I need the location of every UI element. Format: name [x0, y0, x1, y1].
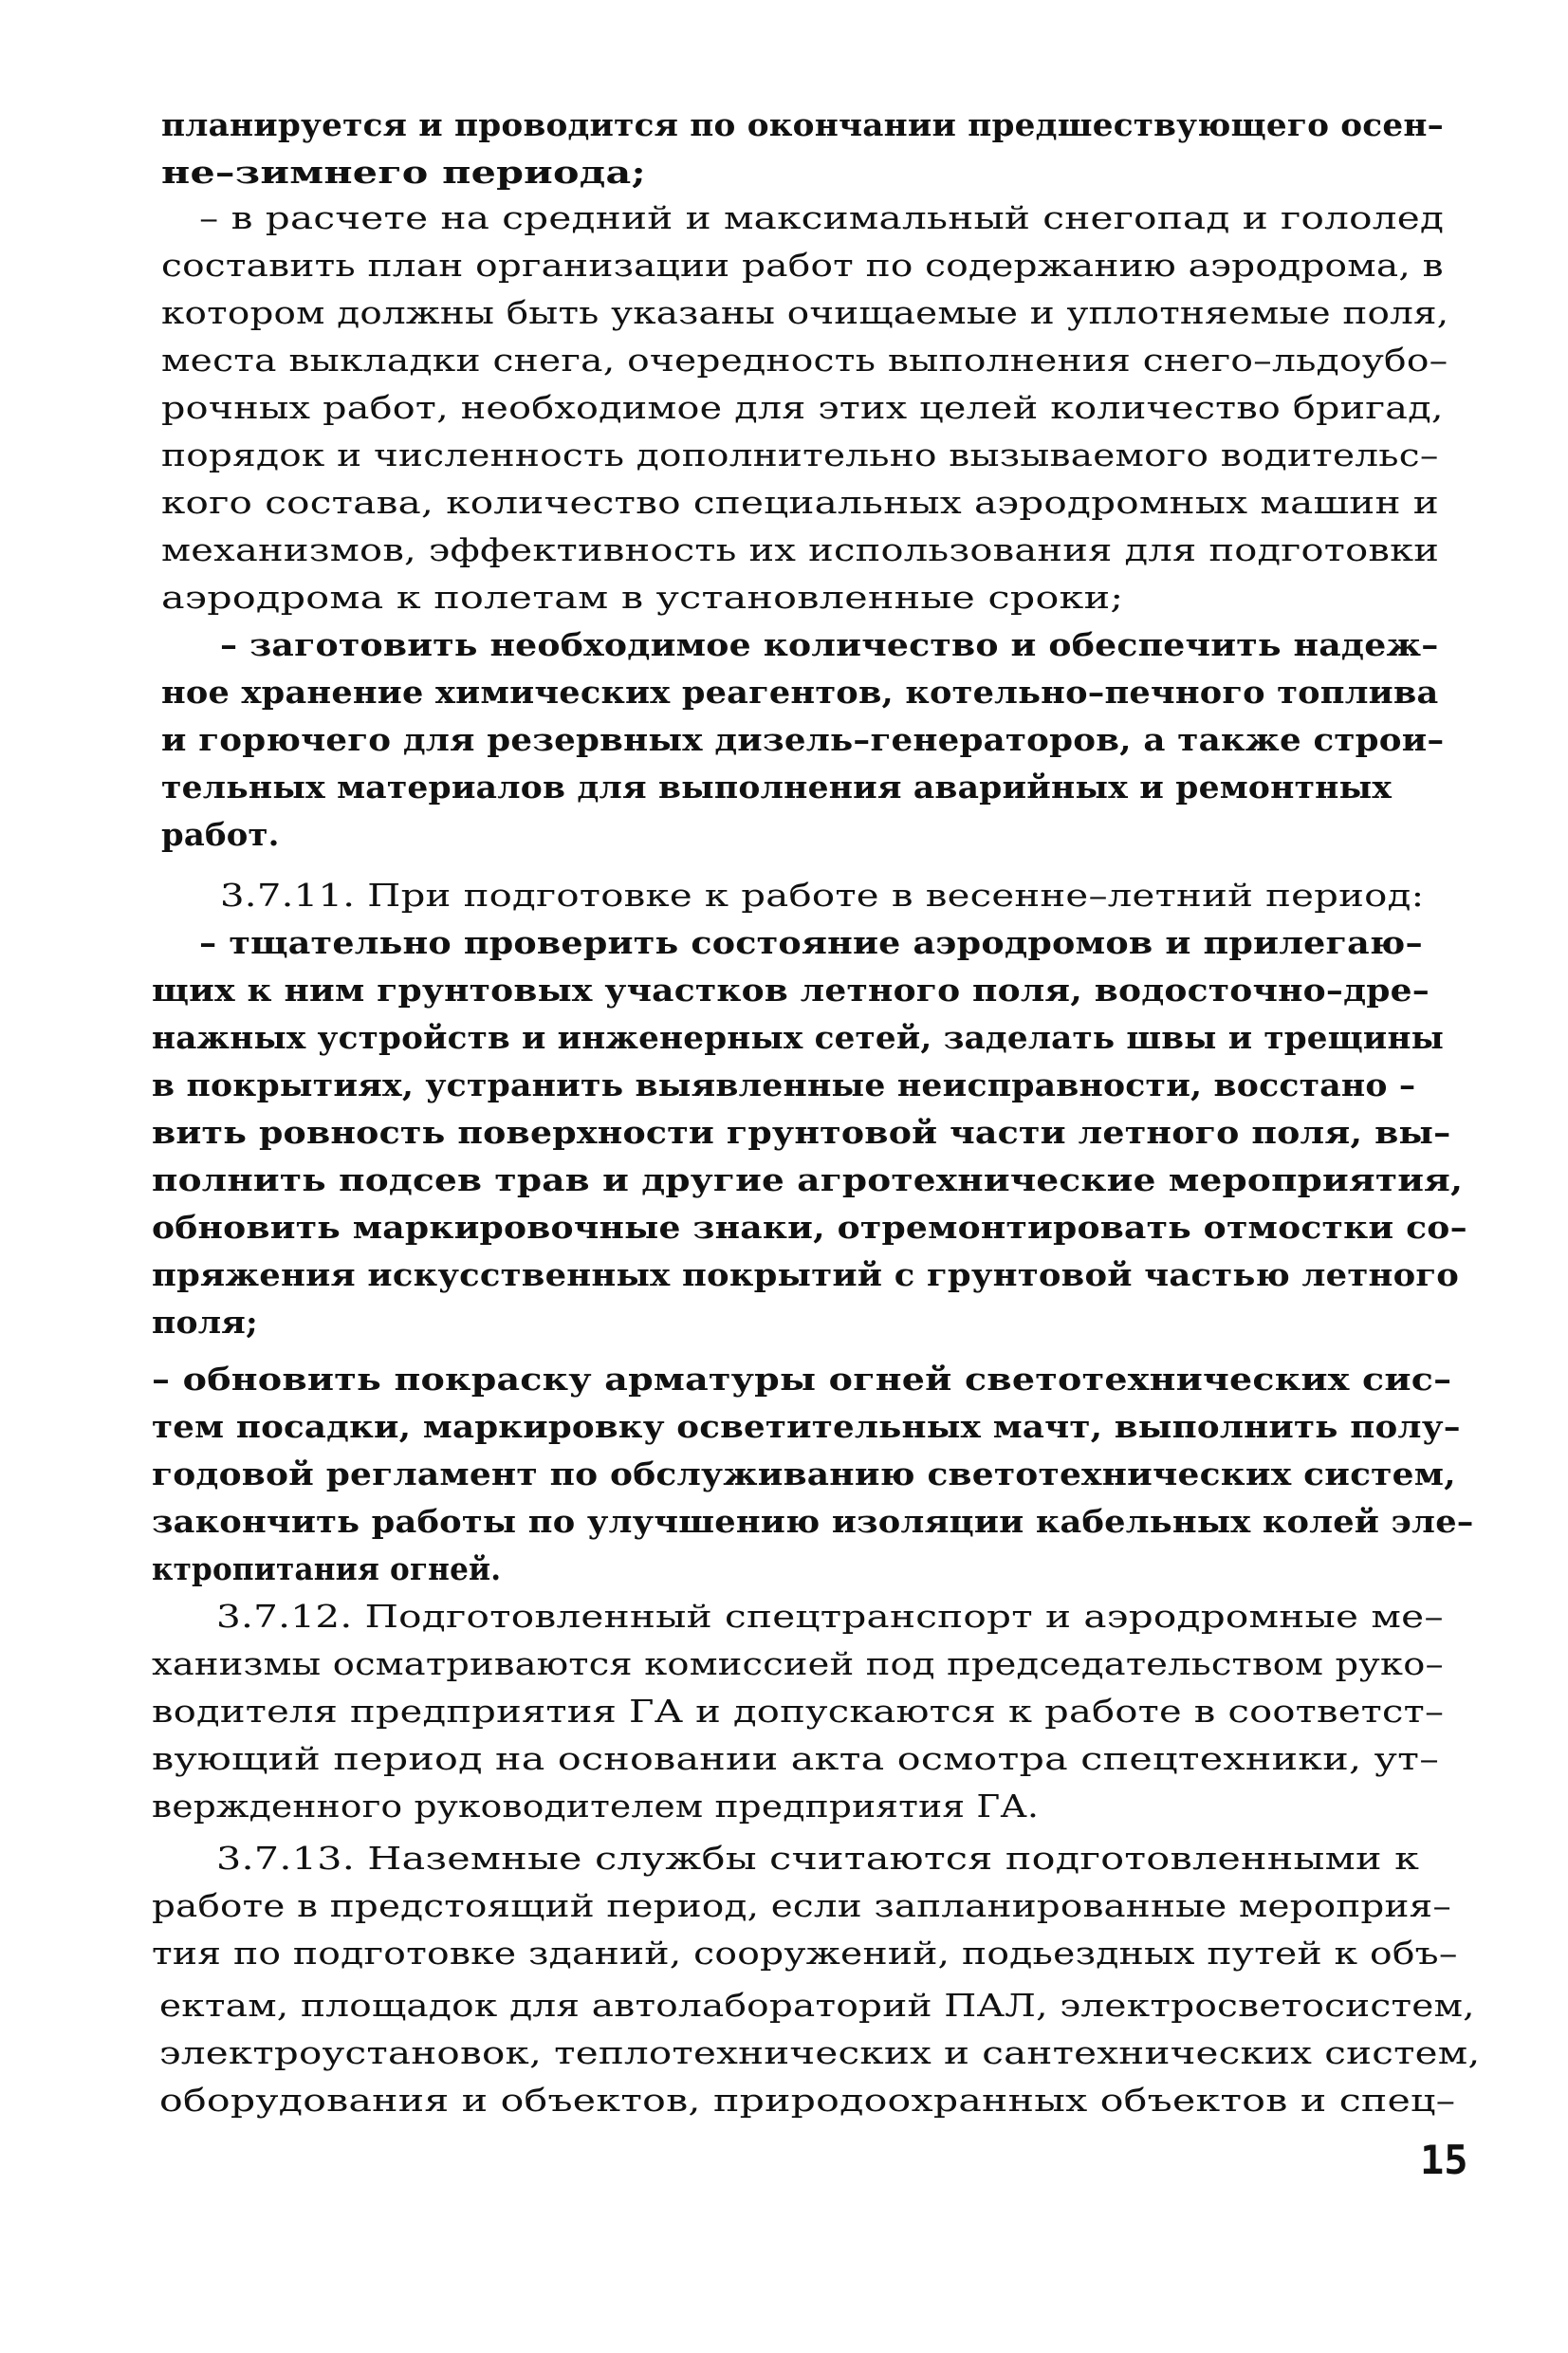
text-line: 3.7.13. Наземные службы считаются подготовленными к: [216, 1840, 1420, 1877]
text-line: рочных работ, необходимое для этих целей количество бригад,: [161, 389, 1444, 426]
text-line: тем посадки, маркировку осветительных мачт, выполнить полу–: [152, 1408, 1461, 1445]
text-line: 3.7.11. При подготовке к работе в весенне–летний период:: [220, 877, 1425, 914]
text-line: – в расчете на средний и максимальный снегопад и гололед: [199, 199, 1445, 236]
text-line: 3.7.12. Подготовленный спецтранспорт и аэродромные ме–: [216, 1598, 1444, 1635]
text-line: тельных материалов для выполнения аварийных и ремонтных: [161, 769, 1393, 806]
text-line: в покрытиях, устранить выявленные неисправности, восстано –: [152, 1066, 1416, 1103]
text-line: – обновить покраску арматуры огней светотехнических сис–: [152, 1361, 1452, 1398]
text-line: – тщательно проверить состояние аэродромов и прилегаю–: [199, 924, 1423, 961]
text-line: планируется и проводится по окончании предшествующего осен–: [161, 106, 1444, 143]
text-line: ханизмы осматриваются комиссией под председательством руко–: [152, 1645, 1444, 1682]
text-line: порядок и численность дополнительно вызываемого водительс–: [161, 436, 1439, 473]
text-line: механизмов, эффективность их использования для подготовки: [161, 531, 1440, 568]
text-line: ектам, площадок для автолабораторий ПАЛ, электросветосистем,: [159, 1987, 1475, 2024]
text-line: нажных устройств и инженерных сетей, заделать швы и трещины: [152, 1019, 1445, 1056]
text-line: полнить подсев трав и другие агротехнические мероприятия,: [152, 1161, 1464, 1198]
text-line: котором должны быть указаны очищаемые и уплотняемые поля,: [161, 294, 1449, 331]
text-line: тия по подготовке зданий, сооружений, подьездных путей к объ–: [152, 1935, 1458, 1972]
text-line: поля;: [152, 1304, 258, 1341]
text-line: вержденного руководителем предприятия ГА.: [152, 1788, 1040, 1825]
text-line: вить ровность поверхности грунтовой части летного поля, вы–: [152, 1114, 1451, 1151]
text-line: работ.: [161, 816, 280, 853]
text-line: кого состава, количество специальных аэродромных машин и: [161, 484, 1440, 521]
text-line: аэродрома к полетам в установленные сроки;: [161, 579, 1124, 616]
text-line: и горючего для резервных дизель–генераторов, а также строи–: [161, 721, 1445, 758]
text-line: оборудования и объектов, природоохранных объектов и спец–: [159, 2082, 1456, 2119]
text-line: щих к ним грунтовых участков летного поля, водосточно–дре–: [152, 972, 1430, 1009]
text-line: годовой регламент по обслуживанию светотехнических систем,: [152, 1455, 1456, 1492]
text-line: места выкладки снега, очередность выполнения снего–льдоубо–: [161, 342, 1448, 379]
text-line: работе в предстоящий период, если запланированные мероприя–: [152, 1887, 1451, 1924]
text-line: составить план организации работ по содержанию аэродрома, в: [161, 247, 1444, 284]
text-line: – заготовить необходимое количество и обеспечить надеж–: [220, 626, 1439, 663]
text-line: ктропитания огней.: [152, 1550, 502, 1587]
text-line: вующий период на основании акта осмотра спецтехники, ут–: [152, 1740, 1440, 1777]
text-line: не–зимнего периода;: [161, 154, 646, 191]
text-line: обновить маркировочные знаки, отремонтировать отмостки со–: [152, 1209, 1467, 1246]
page-number: 15: [1420, 2137, 1468, 2183]
text-line: закончить работы по улучшению изоляции кабельных колей эле–: [152, 1503, 1474, 1540]
text-line: ное хранение химических реагентов, котельно–печного топлива: [161, 674, 1439, 711]
text-line: пряжения искусственных покрытий с грунтовой частью летного: [152, 1256, 1460, 1293]
text-line: электроустановок, теплотехнических и сантехнических систем,: [159, 2034, 1481, 2071]
text-line: водителя предприятия ГА и допускаются к работе в соответст–: [152, 1693, 1445, 1730]
